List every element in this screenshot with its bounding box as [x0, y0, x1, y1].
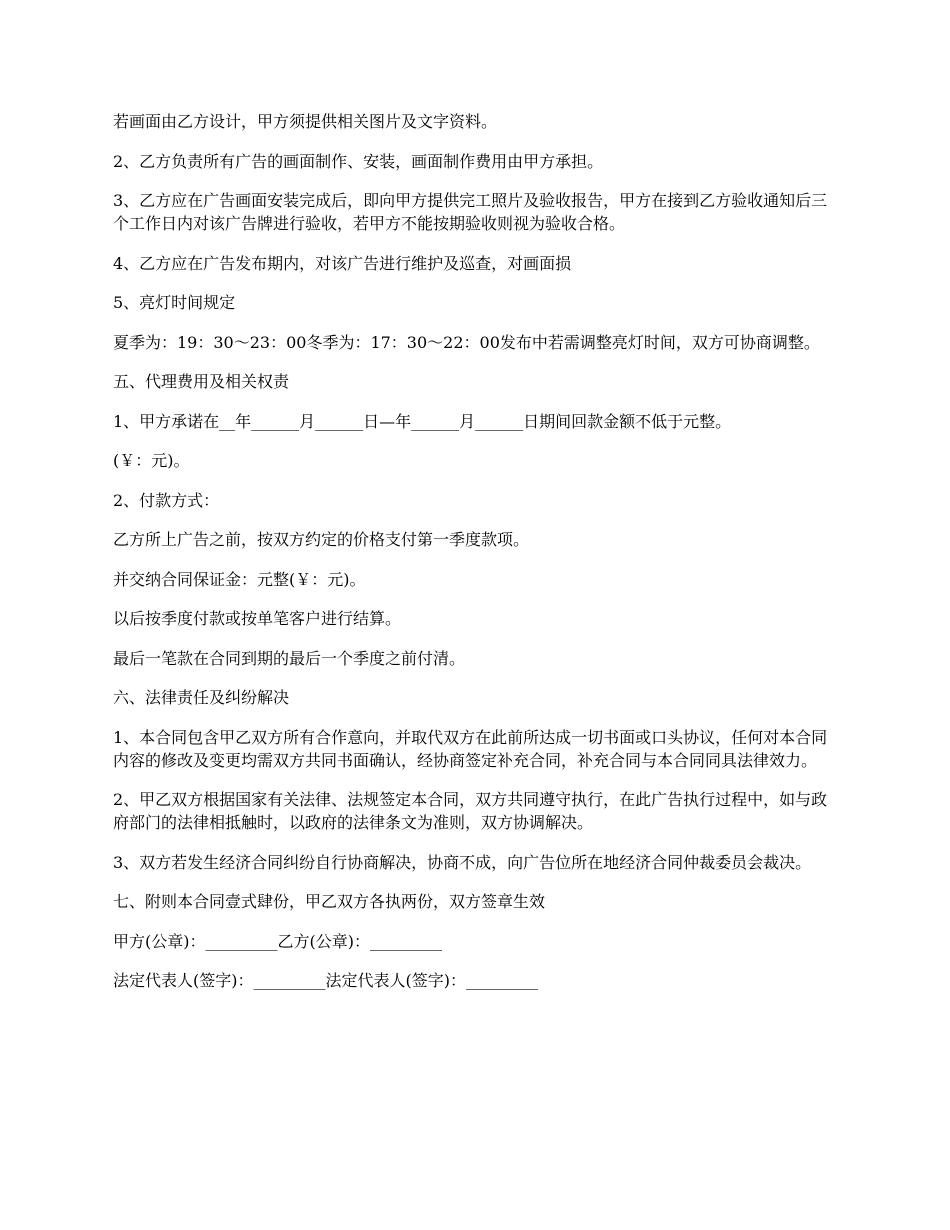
paragraph-liability-3: 3、双方若发生经济合同纠纷自行协商解决，协商不成，向广告位所在地经济合同仲裁委员会裁决。: [113, 852, 812, 872]
paragraph-final-payment: 最后一笔款在合同到期的最后一个季度之前付清。: [113, 648, 466, 668]
paragraph-liability-1: 1、本合同包含甲乙双方所有合作意向，并取代双方在此前所达成一切书面或口头协议，任何对本合同内容的修改及变更均需双方共同书面确认，经协商签定补充合同，补充合同与本合同同具法律效力。: [113, 727, 828, 770]
paragraph-design-materials: 若画面由乙方设计，甲方须提供相关图片及文字资料。: [113, 112, 498, 131]
paragraph-settlement: 以后按季度付款或按单笔客户进行结算。: [113, 609, 402, 628]
signature-line-seals: 甲方(公章)：_________乙方(公章)：_________: [113, 931, 442, 951]
paragraph-payment-method: 2、付款方式：: [113, 490, 220, 510]
paragraph-clause-2-production: 2、乙方负责所有广告的画面制作、安装，画面制作费用由甲方承担。: [113, 151, 604, 171]
section-heading-6: 六、法律责任及纠纷解决: [113, 688, 290, 707]
paragraph-first-quarter: 乙方所上广告之前，按双方约定的价格支付第一季度款项。: [113, 530, 530, 549]
paragraph-amount-rmb: (￥：元)。: [113, 451, 190, 470]
paragraph-deposit: 并交纳合同保证金：元整(￥：元)。: [113, 569, 366, 589]
document-body: [113, 110, 843, 1009]
paragraph-lighting-schedule: 夏季为：19：30～23：00冬季为：17：30～22：00发布中若需调整亮灯时间，双方可协商调整。: [113, 332, 820, 352]
paragraph-payment-commitment: 1、甲方承诺在__年______月______日—年______月______日期间回款金额不低于元整。: [113, 411, 732, 431]
paragraph-clause-4-maintenance: 4、乙方应在广告发布期内，对该广告进行维护及巡查，对画面损: [113, 253, 572, 273]
signature-line-representatives: 法定代表人(签字)：_________法定代表人(签字)：_________: [113, 971, 538, 990]
section-heading-7: 七、附则本合同壹式肆份，甲乙双方各执两份，双方签章生效: [113, 892, 546, 911]
paragraph-liability-2: 2、甲乙双方根据国家有关法律、法规签定本合同，双方共同遵守执行，在此广告执行过程中，如与政府部门的法律相抵触时，以政府的法律条文为准则，双方协调解决。: [113, 790, 828, 832]
section-heading-5: 五、代理费用及相关权责: [113, 372, 290, 391]
paragraph-clause-3-acceptance: 3、乙方应在广告画面安装完成后，即向甲方提供完工照片及验收报告，甲方在接到乙方验收通知后三个工作日内对该广告牌进行验收，若甲方不能按期验收则视为验收合格。: [113, 191, 828, 233]
paragraph-clause-5-lighting: 5、亮灯时间规定: [113, 293, 236, 312]
